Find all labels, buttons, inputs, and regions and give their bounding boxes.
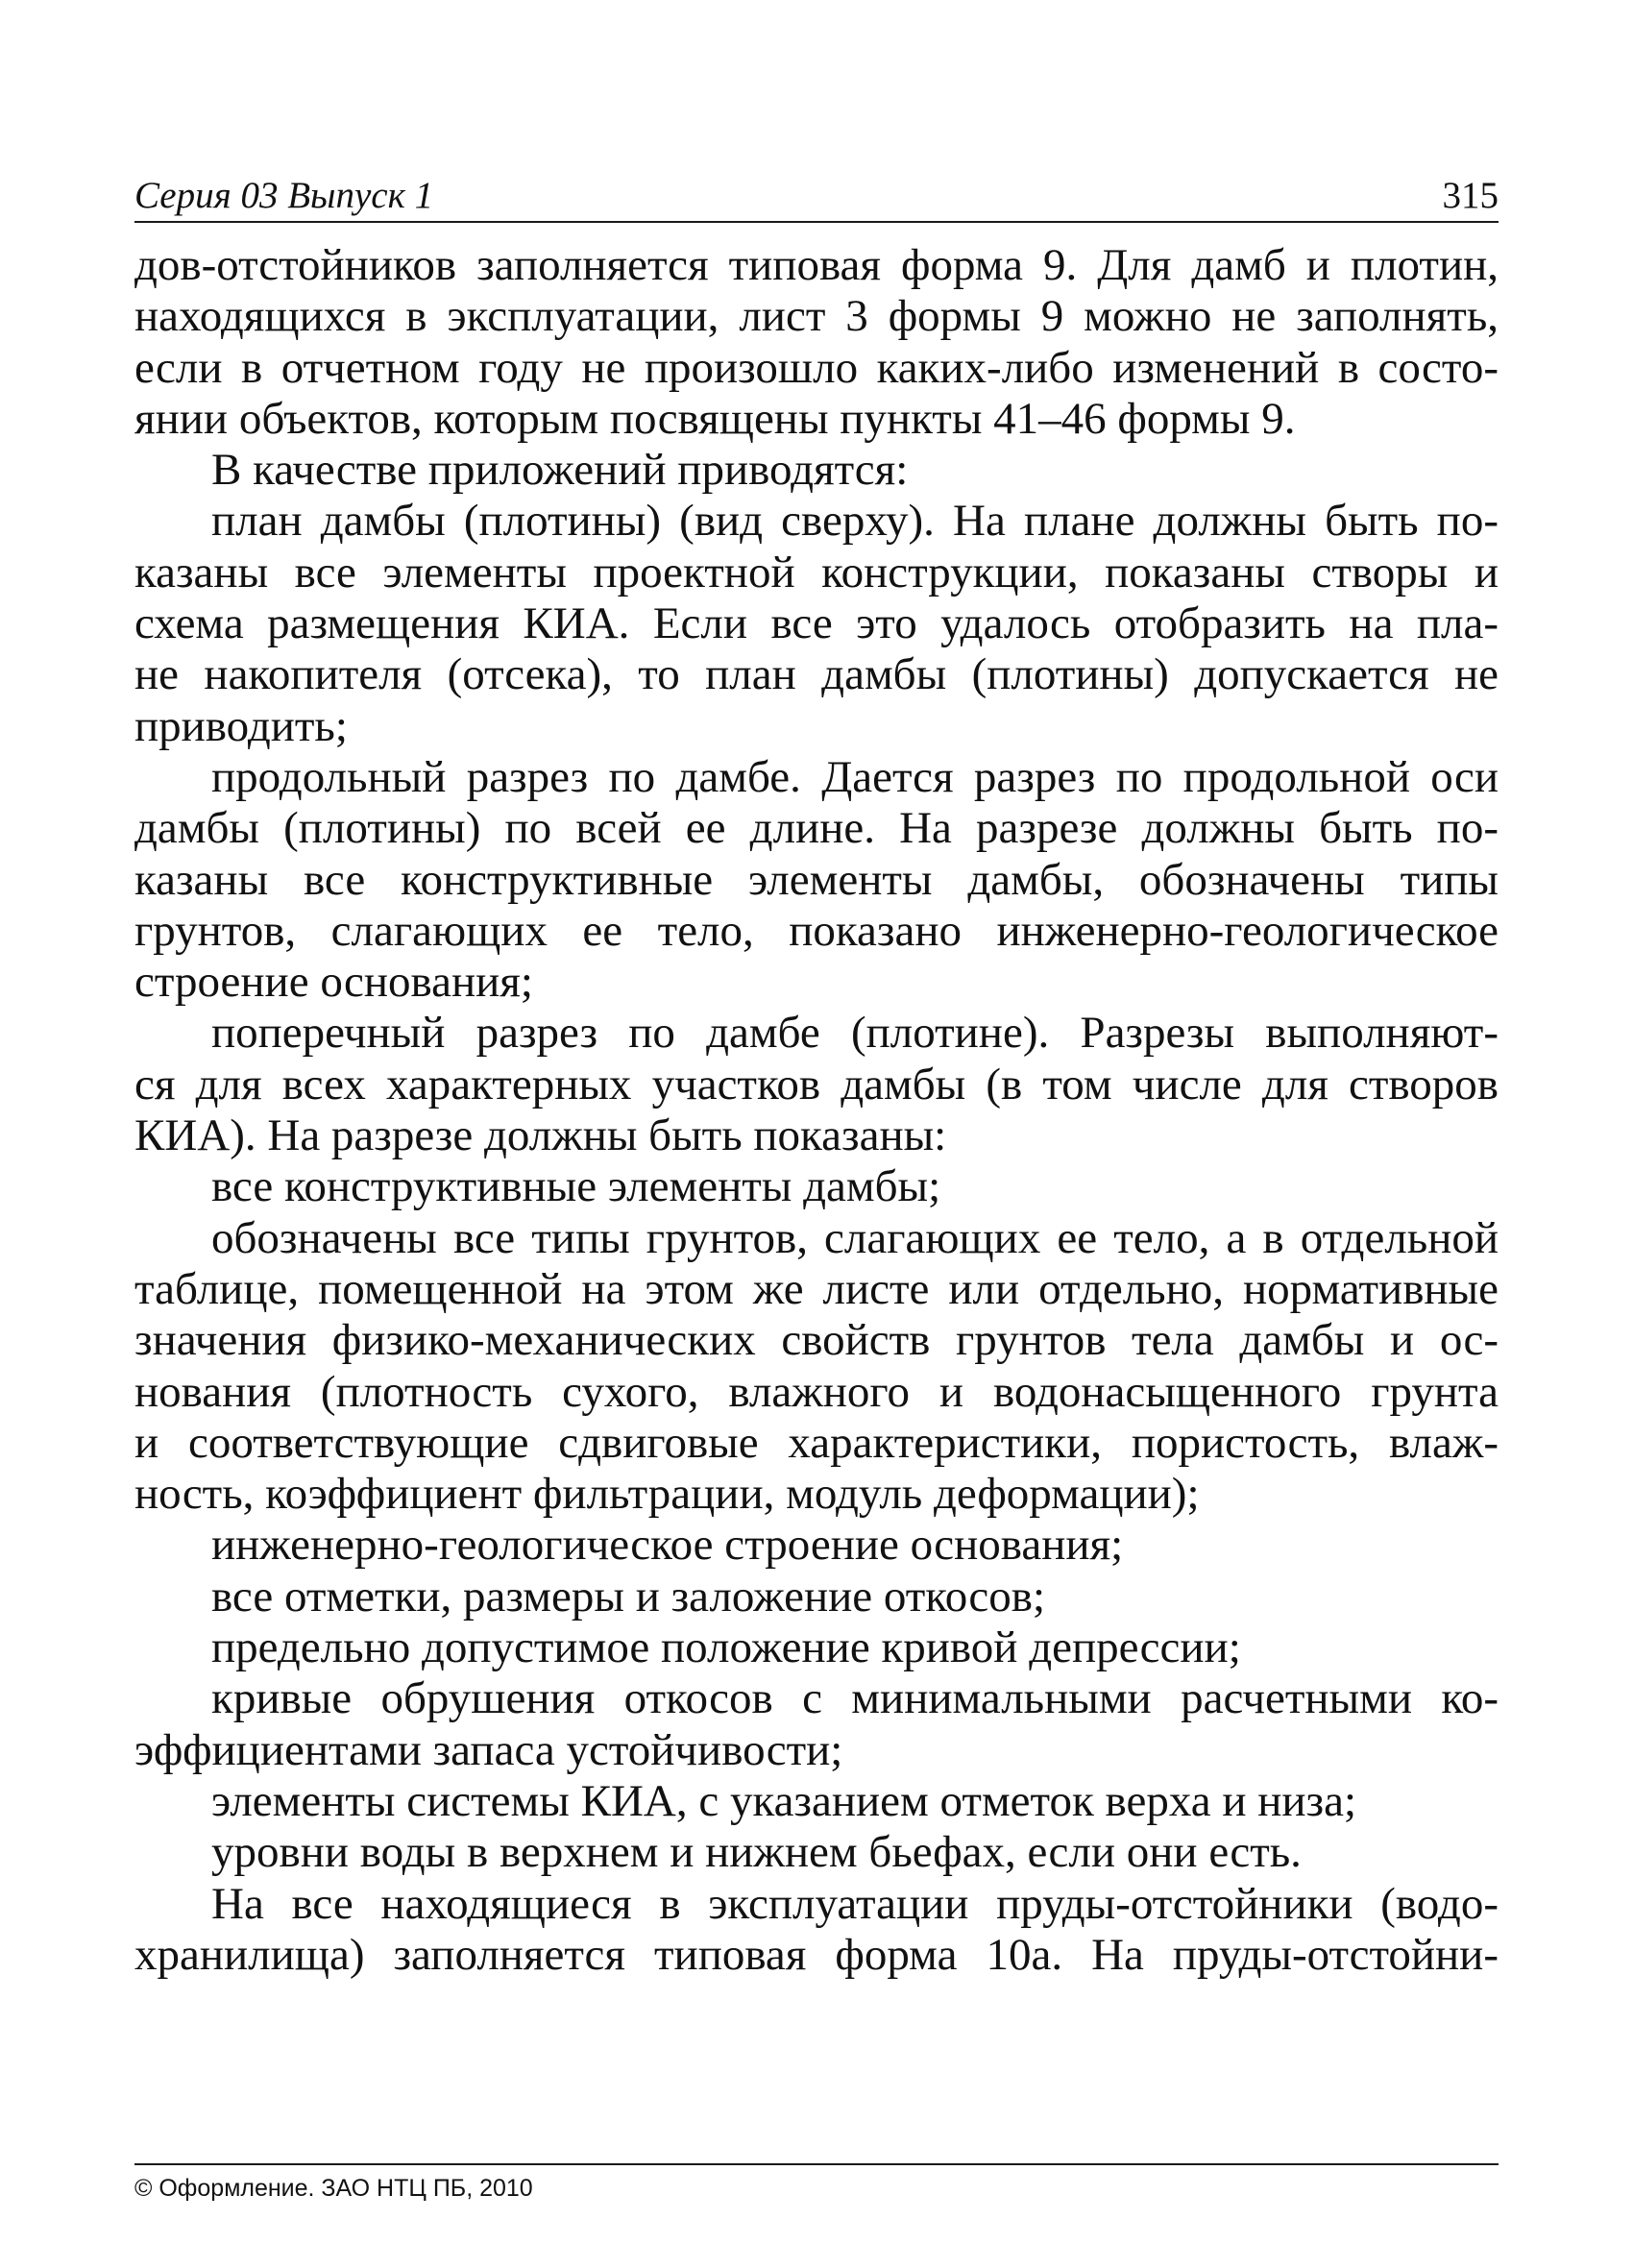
text-line: таблице, помещенной на этом же листе или отдельно, нормативные xyxy=(134,1263,1499,1314)
text-line: В качестве приложений приводятся: xyxy=(211,445,909,496)
text-line: На все находящиеся в эксплуатации пруды-отстойники (водо- xyxy=(211,1878,1499,1929)
page-number: 315 xyxy=(1442,175,1499,216)
text-line: казаны все конструктивные элементы дамбы, обозначены типы xyxy=(134,854,1499,905)
text-line: хранилища) заполняется типовая форма 10а. На пруды-отстойни- xyxy=(134,1929,1499,1980)
text-line: и соответствующие сдвиговые характеристики, пористость, влаж- xyxy=(134,1417,1499,1468)
series-title: Серия 03 Выпуск 1 xyxy=(134,175,434,216)
text-line: уровни воды в верхнем и нижнем бьефах, если они есть. xyxy=(211,1827,1302,1878)
text-line: янии объектов, которым посвящены пункты 41–46 формы 9. xyxy=(134,393,1296,444)
text-line: значения физико-механических свойств грунтов тела дамбы и ос- xyxy=(134,1315,1499,1366)
text-line: ность, коэффициент фильтрации, модуль деформации); xyxy=(134,1469,1200,1520)
text-line: предельно допустимое положение кривой депрессии; xyxy=(211,1622,1241,1673)
text-line: нования (плотность сухого, влажного и водонасыщенного грунта xyxy=(134,1366,1499,1417)
text-line: приводить; xyxy=(134,700,348,751)
text-line: дамбы (плотины) по всей ее длине. На разрезе должны быть по- xyxy=(134,803,1499,854)
copyright-notice: © Оформление. ЗАО НТЦ ПБ, 2010 xyxy=(134,2175,533,2202)
text-line: схема размещения КИА. Если все это удалось отобразить на пла- xyxy=(134,598,1499,649)
text-line: казаны все элементы проектной конструкции, показаны створы и xyxy=(134,547,1499,597)
text-line: ся для всех характерных участков дамбы (в том числе для створов xyxy=(134,1059,1499,1110)
page-header xyxy=(134,171,1499,223)
text-line: продольный разрез по дамбе. Дается разрез по продольной оси xyxy=(211,751,1499,802)
text-line: инженерно-геологическое строение основания; xyxy=(211,1520,1124,1571)
text-line: поперечный разрез по дамбе (плотине). Разрезы выполняют- xyxy=(211,1008,1499,1059)
text-line: обозначены все типы грунтов, слагающих ее тело, а в отдельной xyxy=(211,1212,1499,1263)
text-line: все конструктивные элементы дамбы; xyxy=(211,1161,941,1212)
text-line: дов-отстойников заполняется типовая форма 9. Для дамб и плотин, xyxy=(134,240,1499,290)
page-footer xyxy=(134,2163,1499,2207)
body-text xyxy=(134,240,1499,1981)
text-line: строение основания; xyxy=(134,957,533,1008)
text-line: не накопителя (отсека), то план дамбы (плотины) допускается не xyxy=(134,649,1499,700)
text-line: если в отчетном году не произошло каких-либо изменений в состо- xyxy=(134,342,1499,393)
text-line: КИА). На разрезе должны быть показаны: xyxy=(134,1110,947,1161)
text-line: кривые обрушения откосов с минимальными расчетными ко- xyxy=(211,1673,1499,1724)
text-line: элементы системы КИА, с указанием отметок верха и низа; xyxy=(211,1775,1357,1826)
text-line: эффициентами запаса устойчивости; xyxy=(134,1724,843,1775)
text-line: находящихся в эксплуатации, лист 3 формы 9 можно не заполнять, xyxy=(134,291,1499,342)
text-line: грунтов, слагающих ее тело, показано инженерно-геологическое xyxy=(134,905,1499,956)
text-line: все отметки, размеры и заложение откосов; xyxy=(211,1571,1046,1622)
text-line: план дамбы (плотины) (вид сверху). На плане должны быть по- xyxy=(211,496,1499,547)
